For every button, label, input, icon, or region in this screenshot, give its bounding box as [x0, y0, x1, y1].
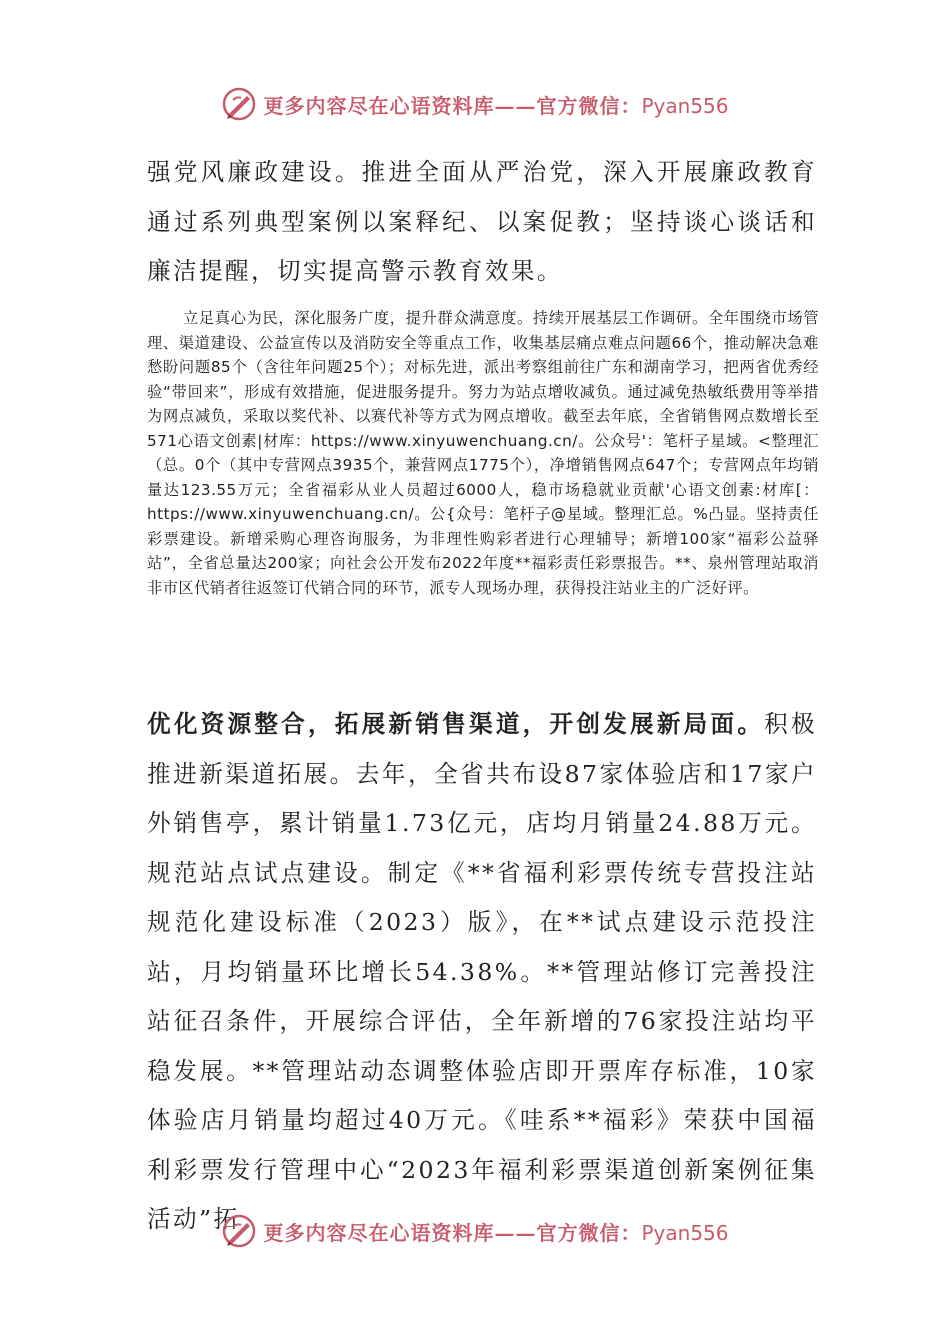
- footer-banner: [0, 1213, 950, 1249]
- header-text: 更多内容尽在心语资料库——官方微信：Pyan556: [263, 93, 729, 118]
- footer-text: 更多内容尽在心语资料库——官方微信：Pyan556: [263, 1220, 729, 1245]
- paragraph-3-body: 积极推进新渠道拓展。去年，全省共布设87家体验店和17家户外销售亭，累计销量1.73亿元，店均月销量24.88万元。规范站点试点建设。制定《**省福利彩票传统专营投注站规范化建设标准（2023）版》，在**试点建设示范投注站，月均销量环比增长54.38%。**管理站修订完善投注站征召条件，开展综合评估，全年新增的76家投注站均平稳发展。**管理站动态调整体验店即开票库存标准，10家体验店月销量均超过40万元。《哇系**福彩》荣获中国福利彩票发行管理中心“2023年福利彩票渠道创新案例征集活动”拓: [147, 710, 817, 1233]
- paragraph-1: 强党风廉政建设。推进全面从严治党，深入开展廉政教育通过系列典型案例以案释纪、以案促教；坚持谈心谈话和廉洁提醒，切实提高警示教育效果。: [147, 158, 817, 285]
- paragraph-3-lead: 优化资源整合，拓展新销售渠道，开创发展新局面。: [147, 710, 765, 738]
- pen-logo-icon: [221, 1213, 257, 1249]
- paragraph-3: [147, 700, 817, 1245]
- paragraph-2: 立足真心为民，深化服务广度，提升群众满意度。持续开展基层工作调研。全年围绕市场管理、渠道建设、公益宣传以及消防安全等重点工作，收集基层痛点难点问题66个，推动解决急难愁盼问题85个（含往年问题25个）；对标先进，派出考察组前往广东和湖南学习，把两省优秀经验“带回来”，形成有效措施，促进服务提升。努力为站点增收减负。通过减免热敏纸费用等举措为网点减负，采取以奖代补、以赛代补等方式为网点增收。截至去年底，全省销售网点数增长至571心语文创素|材库：https://www.xinyuwenchuang.cn/。公众号'：笔杆子星域。<整理汇（总。0个（其中专营网点3935个，兼营网点1775个），净增销售网点647个；专营网点年均销量达123.55万元；全省福彩从业人员超过6000人，稳市场稳就业贡献'心语文创素:材库[：https://www.xinyuwenchuang.cn/。公{众号：笔杆子@星域。整理汇总。%凸显。坚持责任彩票建设。新增采购心理咨询服务，为非理性购彩者进行心理辅导；新增100家“福彩公益驿站”，全省总量达200家；向社会公开发布2022年度**福彩责任彩票报告。**、泉州管理站取消非市区代销者往返签订代销合同的环节，派专人现场办理，获得投注站业主的广泛好评。: [147, 309, 819, 597]
- pen-logo-icon: [221, 86, 257, 122]
- header-banner: [0, 86, 950, 122]
